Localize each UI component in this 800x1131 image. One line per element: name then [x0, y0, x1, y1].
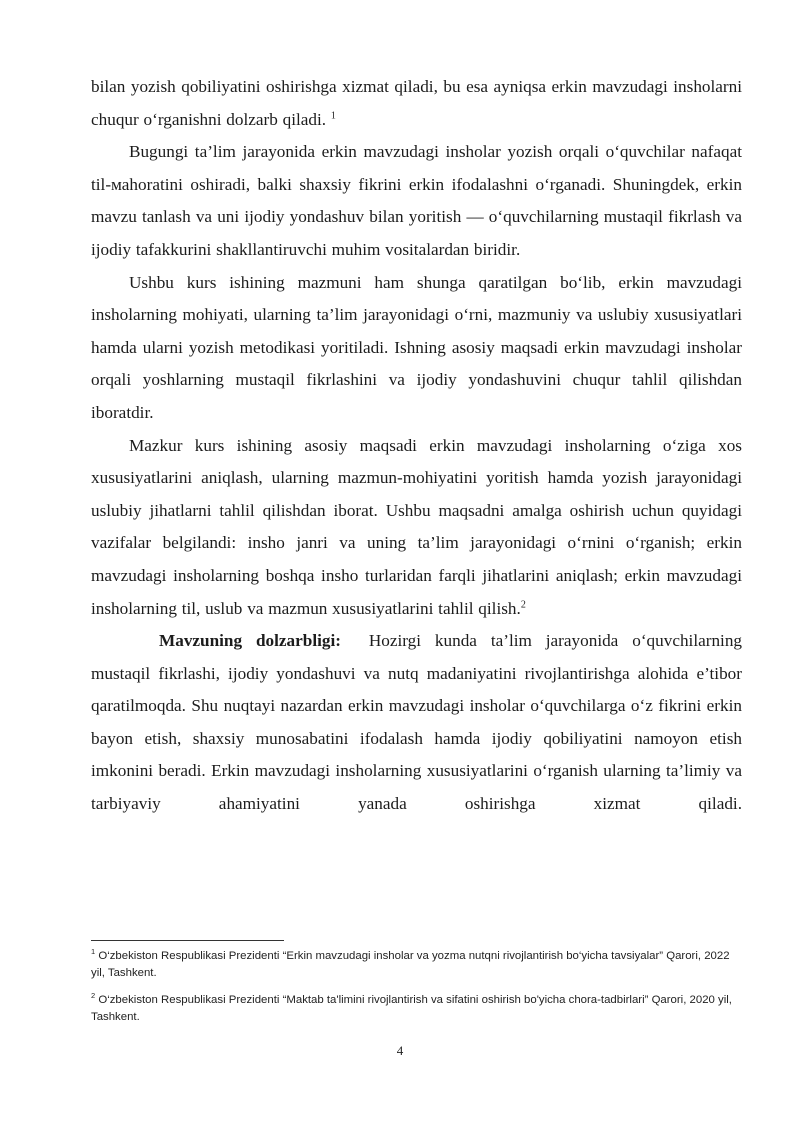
- paragraph-text: Hozirgi kunda ta’lim jarayonida o‘quvchilarning mustaqil fikrlashi, ijodiy yondashuvi va nutq madaniyatini rivojlantirishga alohida e’tibor qaratilmoqda. Shu nuqtayi nazardan erkin mavzudagi insholar o‘quvchilarga o‘z fikrini erkin bayon etish, shaxsiy munosabatini ifodalash hamda ijodiy qobiliyatini namoyon etish imkonini beradi. Erkin mavzudagi insholarning xususiyatlarini o‘rganish ularning ta’limiy va tarbiyaviy ahamiyatini yanada oshirishga xizmat qiladi.: [91, 631, 743, 814]
- paragraph-text: Ushbu kurs ishining mazmuni ham shunga qaratilgan bo‘lib, erkin mavzudagi insholarning mohiyati, ularning ta’lim jarayonidagi o‘rni, mazmuniy va uslubiy xususiyatlari hamda ularni yozish metodikasi yoritiladi. Ishning asosiy maqsadi erkin mavzudagi insholar orqali yoshlarning mustaqil fikrlashini va ijodiy yondashuvini chuqur tahlil qilishdan iboratdir.: [91, 272, 742, 422]
- footnote-text: O‘zbekiston Respublikasi Prezidenti “Erkin mavzudagi insholar va yozma nutqni rivojlantirish bo‘yicha tavsiyalar” Qarori, 2022 yil, Tashkent.: [91, 950, 730, 979]
- paragraph-text: Mazkur kurs ishining asosiy maqsadi erkin mavzudagi insholarning o‘ziga xos xususiyatlarini aniqlash, ularning mazmun-mohiyatini yoritish hamda yozish jarayonidagi uslubiy jihatlarni tahlil qilishdan iborat. Ushbu maqsadni amalga oshirish uchun quyidagi vazifalar belgilandi: insho janri va uning ta’lim jarayonidagi o‘rnini o‘rganish; erkin mavzudagi insholarning boshqa insho turlaridan farqli jihatlarini aniqlash; erkin mavzudagi insholarning til, uslub va mazmun xususiyatlarini tahlil qilish.: [91, 435, 742, 618]
- footnote-separator: [91, 940, 284, 941]
- footnote-number: 1: [91, 947, 96, 957]
- document-body: [91, 71, 742, 821]
- footnote-2: [91, 992, 742, 1026]
- paragraph-text: Bugungi ta’lim jarayonida erkin mavzudagi insholar yozish orqali o‘quvchilar nafaqat til-маhoratini oshiradi, balki shaxsiy fikrini erkin ifodalashni o‘rganadi. Shuningdek, erkin mavzu tanlash va uni ijodiy yondashuv bilan yoritish — o‘quvchilarning mustaqil fikrlash va ijodiy tafakkurini shakllantiruvchi muhim vositalardan biridir.: [91, 142, 742, 259]
- section-heading: Mavzuning dolzarbligi:: [159, 631, 341, 651]
- paragraph-text: bilan yozish qobiliyatini oshirishga xizmat qiladi, bu esa ayniqsa erkin mavzudagi insholarni chuqur o‘rganishni dolzarb qiladi.: [91, 77, 742, 129]
- page-number: 4: [396, 1043, 404, 1058]
- paragraph-course-goal: [91, 430, 742, 626]
- footnote-text: O‘zbekiston Respublikasi Prezidenti “Maktab ta'limini rivojlantirish va sifatini oshirish bo'yicha chora-tadbirlari” Qarori, 2020 yil, Tashkent.: [91, 994, 732, 1023]
- paragraph-relevance: [91, 625, 742, 821]
- footnote-number: 2: [91, 991, 96, 1001]
- footnote-ref: 2: [520, 598, 526, 610]
- footnote-ref: 1: [330, 109, 336, 121]
- paragraph-course-content: [91, 267, 742, 430]
- paragraph-continuation: [91, 71, 742, 136]
- footnotes: [91, 948, 742, 1036]
- footnote-1: [91, 948, 742, 982]
- paragraph-modern-education: [91, 136, 742, 266]
